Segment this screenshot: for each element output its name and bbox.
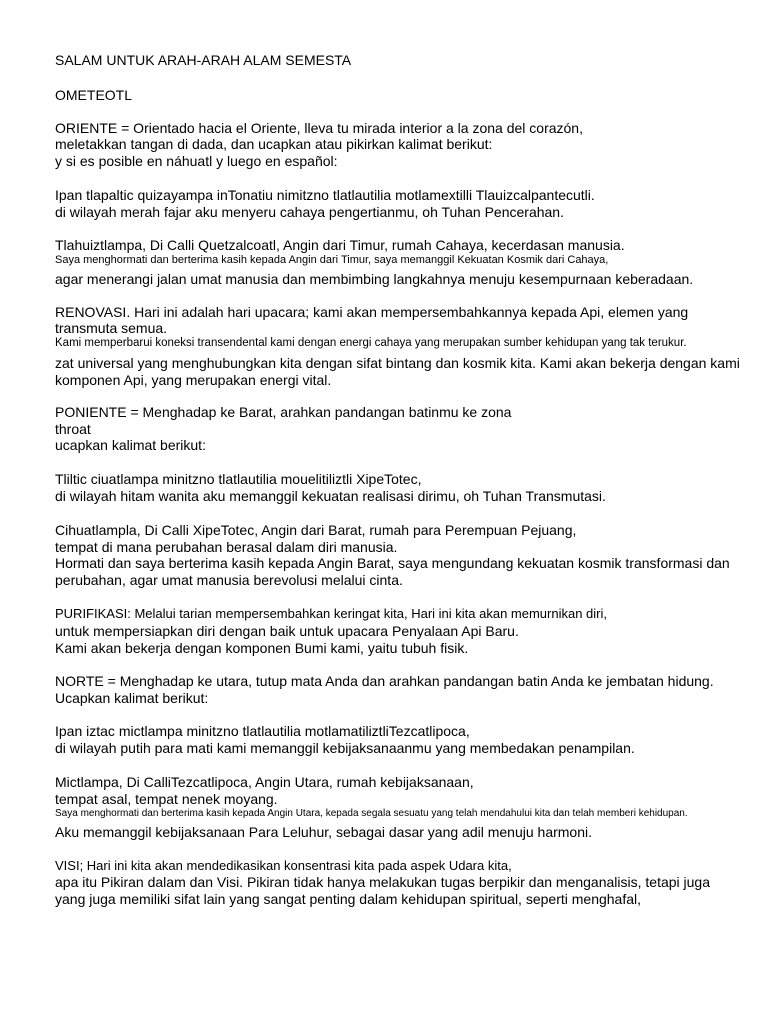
purifikasi-line-2: untuk mempersiapkan diri dengan baik untuk upacara Penyalaan Api Baru. — [55, 623, 519, 639]
renovasi-small-line: Kami memperbarui koneksi transendental kami dengan energi cahaya yang merupakan sumber kehidupan yang tak terukur. — [55, 337, 687, 349]
oriente-house-small-line: Saya menghormati dan berterima kasih kepada Angin dari Timur, saya memanggil Kekuatan Kosmik dari Cahaya, — [55, 254, 609, 266]
oriente-house-line-1: Tlahuiztlampa, Di Calli Quetzalcoatl, Angin dari Timur, rumah Cahaya, kecerdasan manusia. — [55, 237, 625, 253]
visi-line-1: VISI; Hari ini kita akan mendedikasikan konsentrasi kita pada aspek Udara kita, — [55, 858, 512, 873]
poniente-intro-line-2: throat — [55, 421, 91, 437]
norte-house-line-2: tempat asal, tempat nenek moyang. — [55, 791, 278, 807]
oriente-house-line-3: agar menerangi jalan umat manusia dan membimbing langkahnya menuju kesempurnaan keberadaan. — [55, 271, 694, 287]
norte-intro-line-2: Ucapkan kalimat berikut: — [55, 690, 209, 706]
oriente-intro-line-1: ORIENTE = Orientado hacia el Oriente, lleva tu mirada interior a la zona del corazón, — [55, 120, 583, 136]
visi-line-3: yang juga memiliki sifat lain yang sangat penting dalam kehidupan spiritual, seperti menghafal, — [55, 891, 642, 907]
poniente-intro-line-3: ucapkan kalimat berikut: — [55, 437, 206, 453]
purifikasi-line-3: Kami akan bekerja dengan komponen Bumi kami, yaitu tubuh fisik. — [55, 640, 469, 656]
norte-intro-line-1: NORTE = Menghadap ke utara, tutup mata Anda dan arahkan pandangan batin Anda ke jembatan hidung. — [55, 673, 714, 689]
document-title: SALAM UNTUK ARAH-ARAH ALAM SEMESTA — [55, 52, 352, 68]
renovasi-line-2: transmuta semua. — [55, 320, 168, 336]
norte-invocation-line-1: Ipan iztac mictlampa minitzno tlatlautilia motlamatiliztliTezcatlipoca, — [55, 723, 470, 739]
oriente-invocation-line-1: Ipan tlapaltic quizayampa inTonatiu nimitzno tlatlautilia motlamextilli Tlauizcalpantecutli. — [55, 187, 595, 203]
norte-house-line-1: Mictlampa, Di CalliTezcatlipoca, Angin Utara, rumah kebijaksanaan, — [55, 774, 474, 790]
poniente-invocation-line-1: Tliltic ciuatlampa minitzno tlatlautilia mouelitiliztli XipeTotec, — [55, 471, 422, 487]
poniente-house-line-3: Hormati dan saya berterima kasih kepada Angin Barat, saya mengundang kekuatan kosmik transformasi dan — [55, 555, 730, 571]
document-heading: OMETEOTL — [55, 87, 133, 103]
poniente-invocation-line-2: di wilayah hitam wanita aku memanggil kekuatan realisasi dirimu, oh Tuhan Transmutasi. — [55, 488, 606, 504]
norte-invocation-line-2: di wilayah putih para mati kami memanggil kebijaksanaanmu yang membedakan penampilan. — [55, 740, 635, 756]
poniente-house-line-1: Cihuatlampla, Di Calli XipeTotec, Angin dari Barat, rumah para Perempuan Pejuang, — [55, 522, 577, 538]
oriente-intro-line-2: meletakkan tangan di dada, dan ucapkan atau pikirkan kalimat berikut: — [55, 136, 493, 152]
purifikasi-line-1: PURIFIKASI: Melalui tarian mempersembahkan keringat kita, Hari ini kita akan memurnikan diri, — [55, 606, 607, 621]
poniente-house-line-4: perubahan, agar umat manusia berevolusi melalui cinta. — [55, 572, 403, 588]
renovasi-line-5: komponen Api, yang merupakan energi vital. — [55, 372, 332, 388]
norte-house-small-line: Saya menghormati dan berterima kasih kepada Angin Utara, kepada segala sesuatu yang telah mendahului kita dan telah memberi kehidupan. — [55, 808, 688, 819]
renovasi-line-1: RENOVASI. Hari ini adalah hari upacara; kami akan mempersembahkannya kepada Api, elemen yang — [55, 304, 689, 320]
oriente-intro-line-3: y si es posible en náhuatl y luego en español: — [55, 153, 338, 169]
poniente-house-line-2: tempat di mana perubahan berasal dalam diri manusia. — [55, 539, 398, 555]
norte-house-line-4: Aku memanggil kebijaksanaan Para Leluhur, sebagai dasar yang adil menuju harmoni. — [55, 824, 592, 840]
visi-line-2: apa itu Pikiran dalam dan Visi. Pikiran tidak hanya melakukan tugas berpikir dan menganalisis, tetapi juga — [55, 874, 711, 890]
renovasi-line-4: zat universal yang menghubungkan kita dengan sifat bintang dan kosmik kita. Kami akan bekerja dengan kami — [55, 355, 740, 371]
poniente-intro-line-1: PONIENTE = Menghadap ke Barat, arahkan pandangan batinmu ke zona — [55, 404, 512, 420]
oriente-invocation-line-2: di wilayah merah fajar aku menyeru cahaya pengertianmu, oh Tuhan Pencerahan. — [55, 204, 564, 220]
